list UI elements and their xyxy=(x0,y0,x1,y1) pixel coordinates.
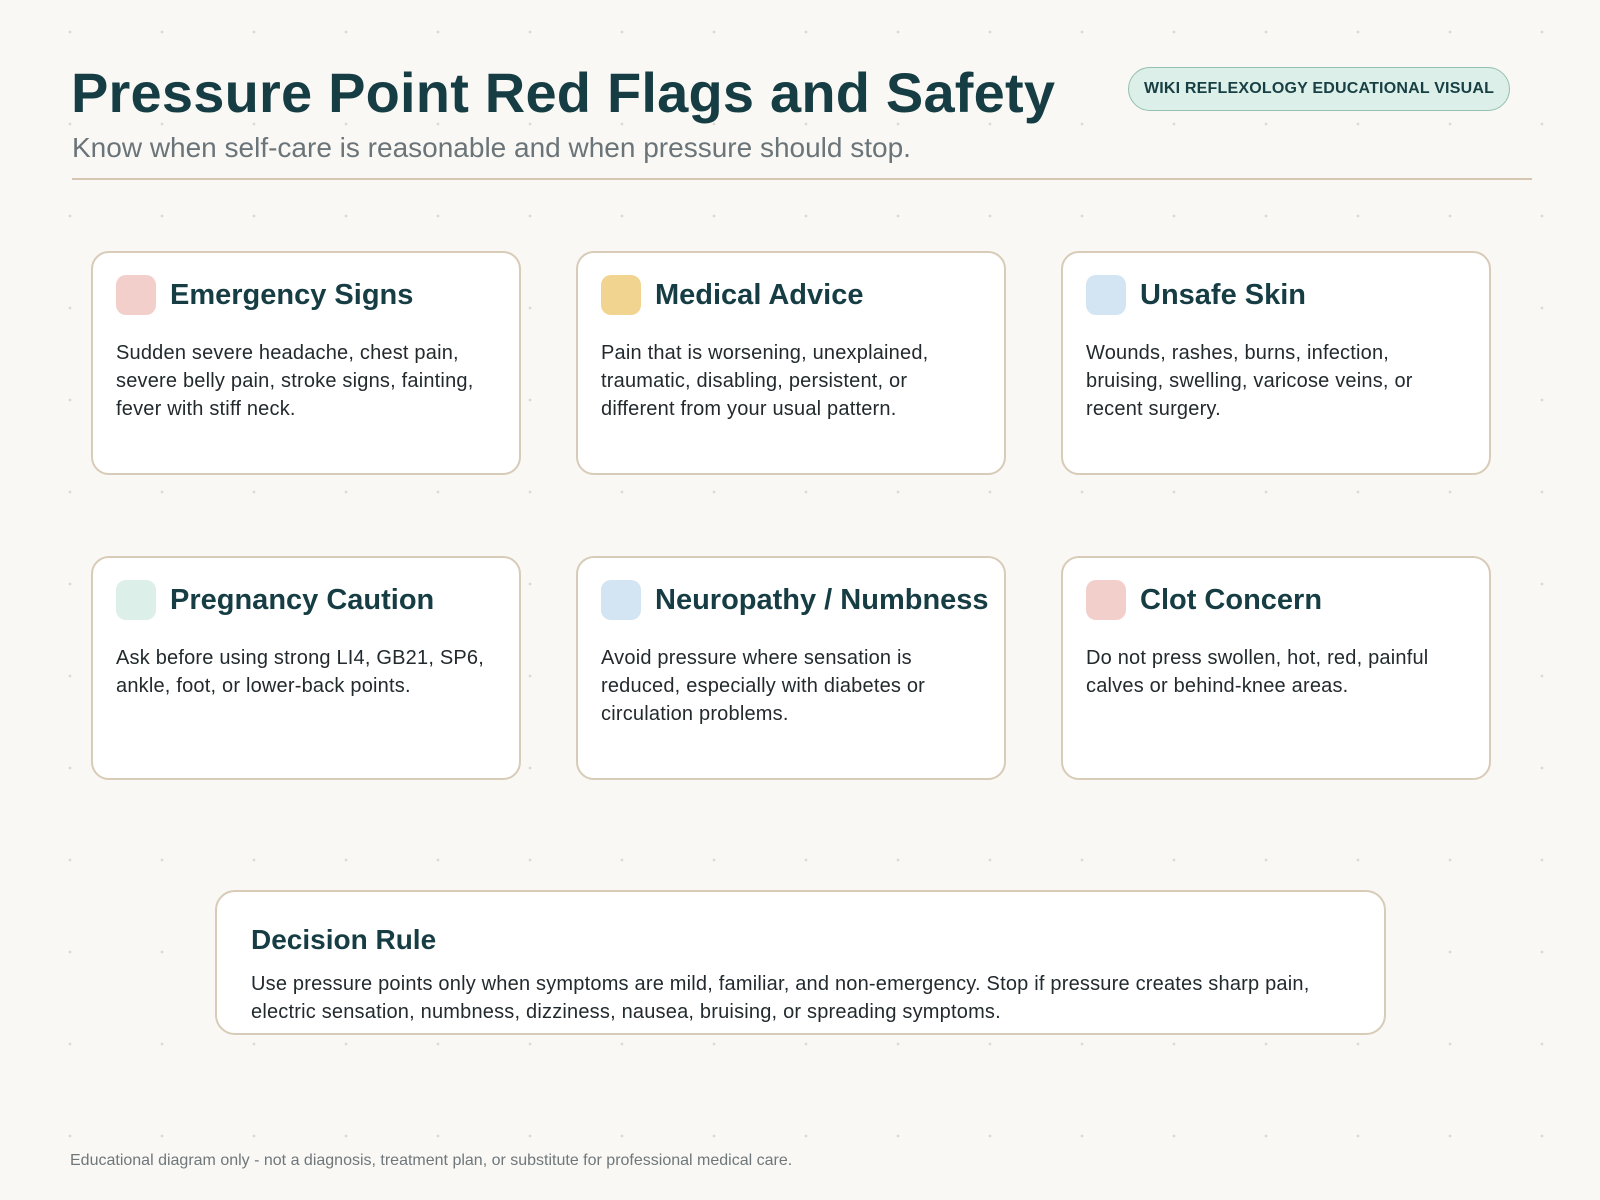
emergency-signs-swatch-icon xyxy=(116,275,156,315)
header-divider xyxy=(72,178,1532,180)
card-medical-advice xyxy=(576,251,1006,475)
footer-disclaimer: Educational diagram only - not a diagnosis, treatment plan, or substitute for professional medical care. xyxy=(70,1152,793,1169)
decision-rule-body: Use pressure points only when symptoms are mild, familiar, and non-emergency. Stop if pressure creates sharp pain, electric sensation, numbness, dizziness, nausea, bruising, or spreading symptoms. xyxy=(251,973,1310,1023)
card-unsafe-skin xyxy=(1061,251,1491,475)
card-body: Wounds, rashes, burns, infection, bruising, swelling, varicose veins, or recent surgery. xyxy=(1086,342,1413,420)
card-pregnancy-caution xyxy=(91,556,521,780)
card-body: Pain that is worsening, unexplained, traumatic, disabling, persistent, or different from your usual pattern. xyxy=(601,342,929,420)
card-body: Sudden severe headache, chest pain, severe belly pain, stroke signs, fainting, fever with stiff neck. xyxy=(116,342,474,420)
card-clot-concern xyxy=(1061,556,1491,780)
page-title: Pressure Point Red Flags and Safety xyxy=(71,61,1056,124)
card-emergency-signs xyxy=(91,251,521,475)
card-body: Avoid pressure where sensation is reduced, especially with diabetes or circulation problems. xyxy=(601,647,926,725)
card-title: Unsafe Skin xyxy=(1140,278,1306,311)
neuropathy-numbness-swatch-icon xyxy=(601,580,641,620)
clot-concern-swatch-icon xyxy=(1086,580,1126,620)
medical-advice-swatch-icon xyxy=(601,275,641,315)
page-subtitle: Know when self-care is reasonable and when pressure should stop. xyxy=(72,132,911,163)
card-title: Medical Advice xyxy=(655,278,864,311)
decision-rule-box xyxy=(215,890,1386,1035)
unsafe-skin-swatch-icon xyxy=(1086,275,1126,315)
card-title: Pregnancy Caution xyxy=(170,583,435,616)
card-title: Clot Concern xyxy=(1140,583,1323,616)
card-body: Ask before using strong LI4, GB21, SP6, ankle, foot, or lower-back points. xyxy=(116,647,485,697)
card-body: Do not press swollen, hot, red, painful calves or behind-knee areas. xyxy=(1086,647,1429,697)
source-badge: WIKI REFLEXOLOGY EDUCATIONAL VISUAL xyxy=(1128,67,1510,111)
card-title: Emergency Signs xyxy=(170,278,414,311)
card-title: Neuropathy / Numbness xyxy=(655,583,989,616)
card-neuropathy-numbness xyxy=(576,556,1006,780)
pregnancy-caution-swatch-icon xyxy=(116,580,156,620)
decision-rule-title: Decision Rule xyxy=(251,924,437,955)
